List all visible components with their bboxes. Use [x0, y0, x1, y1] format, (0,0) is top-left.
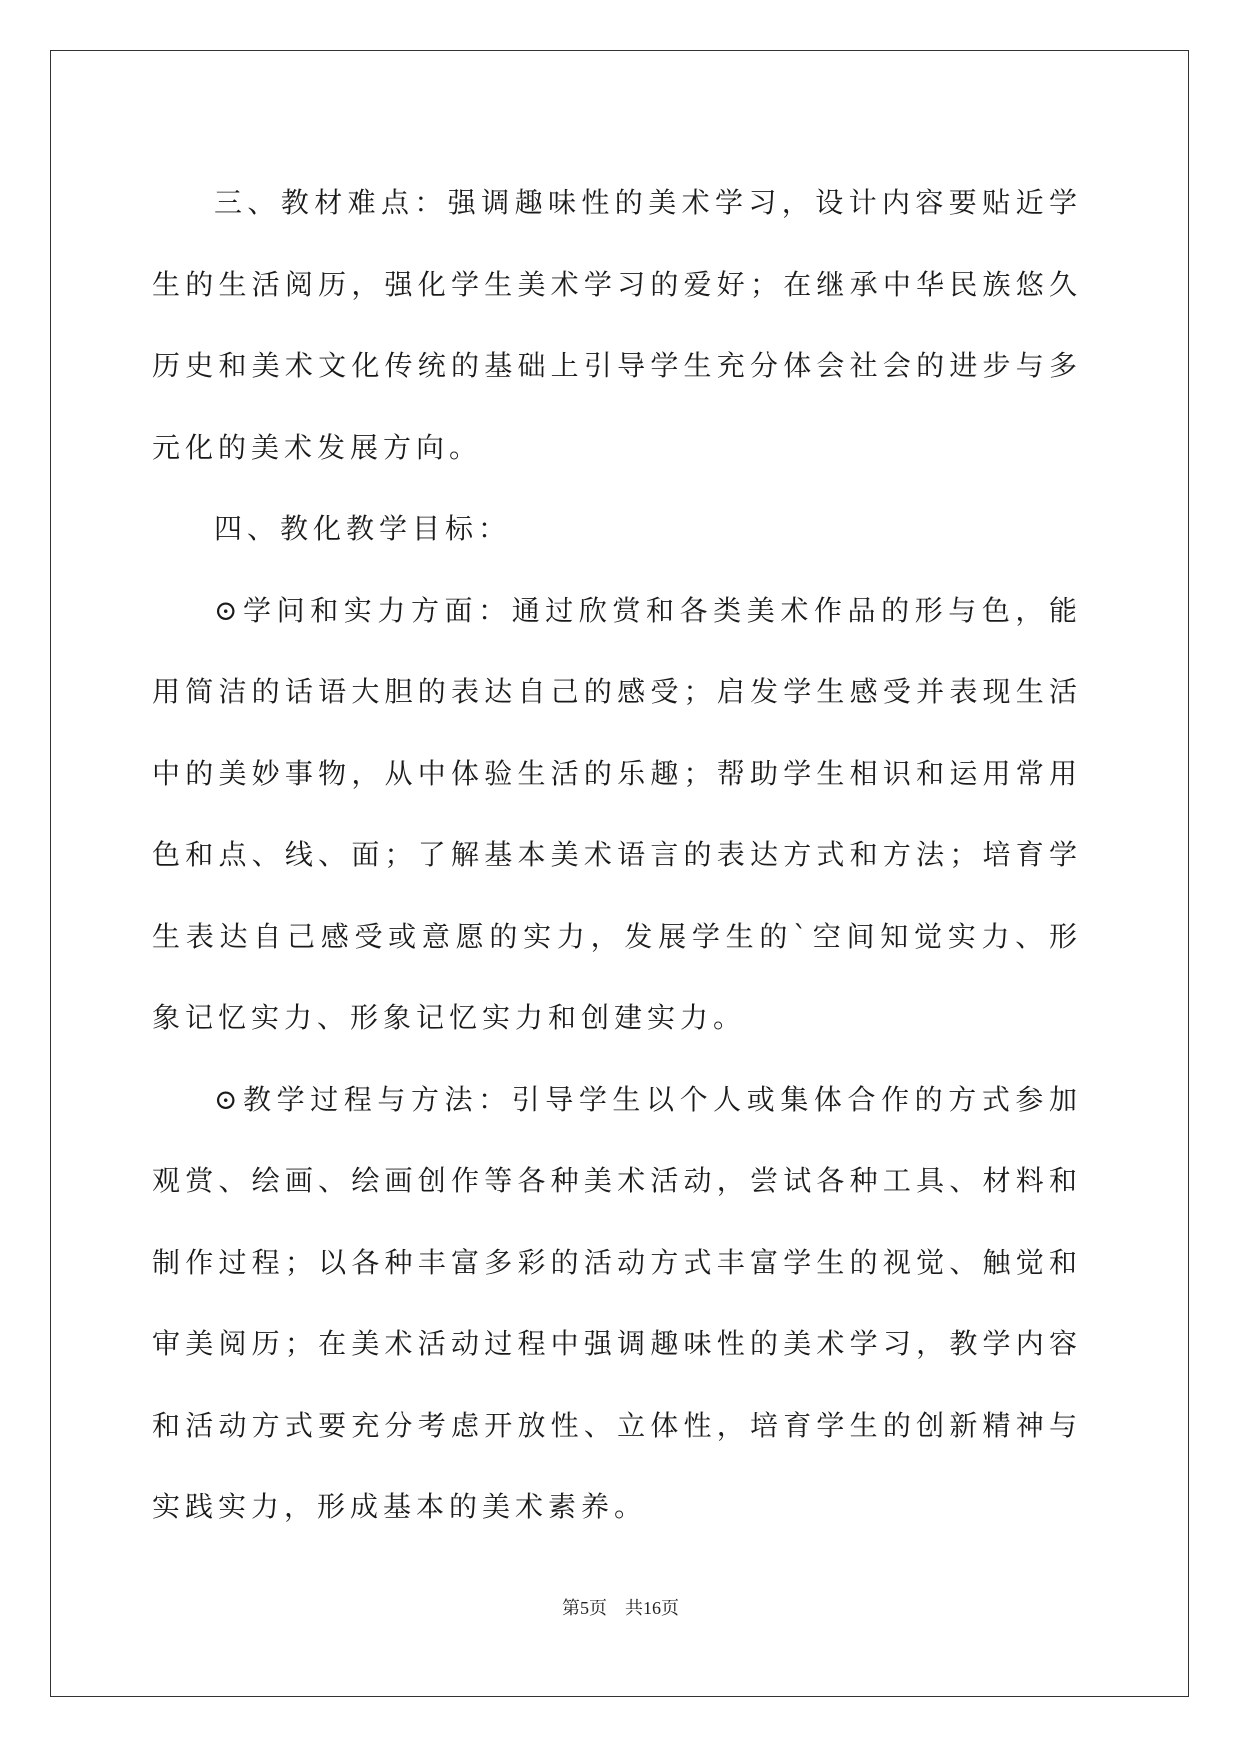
paragraph-teaching-difficulty: 三、教材难点：强调趣味性的美术学习，设计内容要贴近学生的生活阅历，强化学生美术学习的爱好；在继承中华民族悠久历史和美术文化传统的基础上引导学生充分体会社会的进步与多元化的美术发展方向。: [152, 186, 1082, 464]
total-page-count: 共16页: [625, 1598, 679, 1618]
document-body: [152, 162, 1082, 1548]
paragraph-process-method: ⊙教学过程与方法：引导学生以个人或集体合作的方式参加观赏、绘画、绘画创作等各种美术活动，尝试各种工具、材料和制作过程；以各种丰富多彩的活动方式丰富学生的视觉、触觉和审美阅历；在美术活动过程中强调趣味性的美术学习，教学内容和活动方式要充分考虑开放性、立体性，培育学生的创新精神与实践实力，形成基本的美术素养。: [152, 1082, 1082, 1523]
page-footer: [0, 1594, 1241, 1620]
paragraph-knowledge-ability: ⊙学问和实力方面：通过欣赏和各类美术作品的形与色，能用简洁的话语大胆的表达自己的感受；启发学生感受并表现生活中的美妙事物，从中体验生活的乐趣；帮助学生相识和运用常用色和点、线、面；了解基本美术语言的表达方式和方法；培育学生表达自己感受或意愿的实力，发展学生的`空间知觉实力、形象记忆实力、形象记忆实力和创建实力。: [152, 593, 1082, 1034]
current-page-number: 第5页: [562, 1598, 607, 1618]
paragraph-objectives-heading: 四、教化教学目标：: [214, 512, 512, 545]
